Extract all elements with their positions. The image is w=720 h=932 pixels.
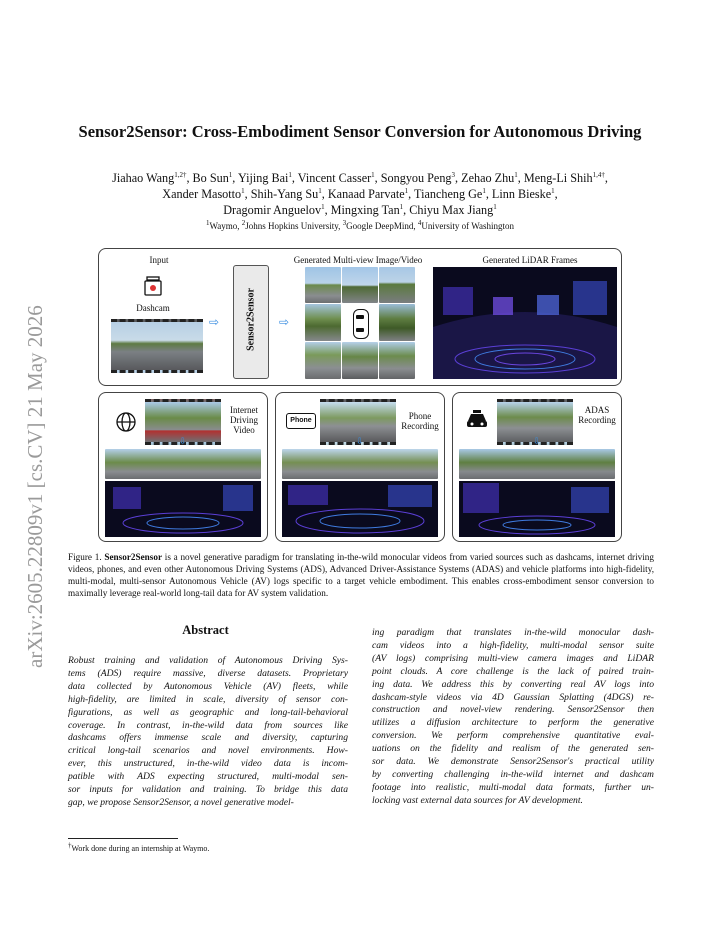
affiliation-name: University of Washington: [421, 221, 515, 231]
abstract-line: ing paradigm that translates in-the-wild monocular dash-: [372, 627, 654, 638]
author-line-2: Xander Masotto$^1$, Shih-Yang Su$^1$, Kanaad Parvate$^1$, Tiancheng Ge$^1$, Linn Bieske$^1$,: [162, 186, 558, 201]
author-name: Linn Bieske: [491, 187, 552, 201]
abstract-right-column: [372, 627, 654, 808]
camera-view-front-right: [379, 267, 415, 303]
caption-bold: Sensor2Sensor: [104, 552, 163, 562]
affiliation-mark: 1: [205, 219, 210, 227]
dashcam-video-thumbnail: [111, 319, 203, 373]
author-name: Shih-Yang Su: [250, 187, 319, 201]
camera-view-front-left: [305, 267, 341, 303]
author-name: Jiahao Wang: [112, 171, 175, 185]
abstract-line: data collected by Autonomous Vehicle (AV) fleets, while: [68, 680, 348, 692]
affiliation-mark: 4: [417, 219, 422, 227]
author-name: Meng-Li Shih: [523, 171, 593, 185]
author-line-3: Dragomir Anguelov$^1$, Mingxing Tan$^1$, Chiyu Max Jiang$^1$: [223, 202, 497, 217]
abstract-line: footage into realistic, multi-modal data formats, further un-: [372, 781, 654, 793]
caption-text: is a novel generative paradigm for translating in-the-wild monocular videos from varied sources such as dashcams, internet driving videos, phones, and even other Autonomous Driving Systems (ADS), Advanced Driver-Assistance Systems (ADAS) and vehicle platforms into high-fidelity, multi-modal, multi-sensor Autonomous Vehicle (AV) logs specific to a target vehicle embodiment. This enables cross-embodiment sensor conversion to maximally leverage real-world long-tail data for AV system validation.: [68, 552, 654, 598]
abstract-line: dashcam-style videos via 4D Gaussian Splatting (4DGS) re-: [372, 691, 654, 703]
globe-www-icon: [115, 411, 137, 433]
abstract-line: point clouds. A core challenge is the lack of paired train-: [372, 665, 654, 677]
author-name: Vincent Casser: [297, 171, 372, 185]
abstract-line: ever, this unstructured, in-the-wild video data is incom-: [68, 758, 348, 770]
affiliation-mark: 2: [241, 219, 246, 227]
abstract-line: uations on the fidelity and realism of the generated sen-: [372, 743, 654, 755]
camera-view-right: [379, 304, 415, 341]
abstract-line: gap, we propose Sensor2Sensor, a novel generative model-: [68, 796, 294, 808]
abstract-line: sor inputs for validation and training. To bridge this data: [68, 784, 348, 796]
abstract-heading: Abstract: [182, 623, 229, 637]
author-name: Tiancheng Ge: [414, 187, 483, 201]
author-name: Xander Masotto: [162, 187, 242, 201]
abstract-line: ing data. We address this by converting real AV logs into: [372, 678, 654, 690]
phone-icon: Phone: [286, 413, 316, 429]
footnote-text: Work done during an internship at Waymo.: [71, 844, 210, 853]
abstract-line: high-fidelity, are limited in scale, diversity of sensor con-: [68, 693, 348, 705]
abstract-line: cam videos into a high-fidelity, multi-modal sensor suite: [372, 639, 654, 651]
generated-lidar-label: Generated LiDAR Frames: [482, 255, 578, 265]
author-line-1: Jiahao Wang$^{1,2\dagger}$, Bo Sun$^1$, Yijing Bai$^1$, Vincent Casser$^1$, Songyou Peng$^3$, Zehao Zhu$^1$, Meng-Li Shih$^{1,4\dagger}$,: [112, 170, 608, 185]
arxiv-stamp: [12, 258, 52, 678]
abstract-line: by converting challenging in-the-wild internet and dashcam: [372, 768, 654, 780]
figure-1: [98, 248, 622, 542]
adas-generated-views-strip: [459, 449, 615, 479]
vehicle-topdown-icon: [353, 309, 369, 339]
arrow-down-icon: ⇩: [533, 437, 541, 447]
caption-prefix: Figure 1.: [68, 552, 105, 562]
affiliation-name: Waymo: [209, 221, 238, 231]
source1-label: Internet Driving Video: [230, 405, 258, 435]
author-affiliation-mark: 1: [321, 202, 325, 211]
author-name: Chiyu Max Jiang: [409, 203, 494, 217]
footnote-mark: †: [68, 841, 72, 850]
author-affiliation-mark: 1: [551, 186, 555, 195]
source3-label: ADAS Recording: [578, 405, 616, 425]
sensor2sensor-model-block: [233, 265, 269, 379]
camera-view-front: [342, 267, 378, 303]
abstract-line: figurations, as well as geographic and long-tail-behavioral: [68, 706, 348, 718]
abstract-line: dashcams offers immense scale and diversity, capturing: [68, 732, 348, 744]
author-affiliation-mark: 1: [318, 186, 322, 195]
arrow-down-icon: ⇩: [356, 437, 364, 447]
source2-label: Phone Recording: [401, 411, 439, 431]
generated-views-label: Generated Multi-view Image/Video: [293, 255, 423, 265]
abstract-left-column: [68, 655, 348, 810]
abstract-line: critical long-tail scenarios and novel environments. How-: [68, 745, 348, 757]
arrow-right-icon: ⇨: [279, 315, 290, 329]
adas-car-icon: [465, 409, 489, 431]
author-affiliation-mark: 1: [228, 170, 233, 179]
multiview-camera-grid: [305, 267, 415, 379]
author-name: Kanaad Parvate: [327, 187, 405, 201]
abstract-line: construction and novel-view rendering. Sensor2Sensor then: [372, 704, 654, 716]
author-affiliation-mark: 1,2†: [174, 170, 187, 179]
author-name: Songyou Peng: [380, 171, 452, 185]
affiliation-name: Johns Hopkins University: [245, 221, 339, 231]
abstract-line: coverage. In contrast, in-the-wild data from sources like: [68, 719, 348, 731]
abstract-line: Robust training and validation of Autonomous Driving Sys-: [68, 655, 348, 666]
footnote-rule: [68, 838, 178, 839]
lidar-frames-image: [433, 267, 617, 379]
author-affiliation-mark: 1: [493, 202, 497, 211]
author-affiliation-mark: 1: [482, 186, 486, 195]
abstract-line: utilizes a diffusion architecture to perform the generative: [372, 717, 654, 729]
affiliation-name: Google DeepMind: [346, 221, 414, 231]
adas-recording-panel: [452, 392, 622, 542]
dashcam-icon: [141, 275, 165, 299]
affiliations: $^1$Waymo, $^2$Johns Hopkins University, $^3$Google DeepMind, $^4$University of Washington: [205, 219, 515, 231]
author-affiliation-mark: 1: [241, 186, 245, 195]
author-affiliation-mark: 3: [451, 170, 456, 179]
arrow-down-icon: ⇩: [179, 437, 187, 447]
phone-recording-panel: [275, 392, 445, 542]
author-name: Mingxing Tan: [330, 203, 400, 217]
author-name: Yijing Bai: [237, 171, 289, 185]
camera-view-rear-right: [379, 342, 415, 379]
author-affiliation-mark: 1: [404, 186, 409, 195]
camera-view-rear-left: [305, 342, 341, 379]
arrow-right-icon: ⇨: [209, 315, 220, 329]
input-label: Input: [149, 255, 169, 265]
phone-generated-views-strip: [282, 449, 438, 479]
internet-generated-views-strip: [105, 449, 261, 479]
abstract-line: conversion. We perform comprehensive quantitative eval-: [372, 730, 654, 742]
abstract-line: tems (ADS) require massive, diverse datasets. Proprietary: [68, 667, 348, 679]
camera-view-rear: [342, 342, 378, 379]
author-affiliation-mark: 1: [399, 202, 404, 211]
abstract-line: locking vast external data sources for AV development.: [372, 794, 583, 806]
affiliation-mark: 3: [342, 219, 347, 227]
author-affiliation-mark: 1: [371, 170, 375, 179]
author-name: Dragomir Anguelov: [223, 203, 322, 217]
pipeline-panel: [98, 248, 622, 386]
author-affiliation-mark: 1: [514, 170, 518, 179]
footnote: [68, 841, 210, 853]
arxiv-stamp-text: arXiv:2605.22809v1 [cs.CV] 21 May 2026: [23, 305, 47, 668]
author-name: Zehao Zhu: [461, 171, 515, 185]
author-affiliation-mark: 1,4†: [592, 170, 605, 179]
camera-view-left: [305, 304, 341, 341]
phone-lidar-image: [282, 481, 438, 537]
internet-video-panel: [98, 392, 268, 542]
dashcam-label: Dashcam: [136, 303, 170, 313]
abstract-line: patible with ADS expecting structured, multi-modal sen-: [68, 771, 348, 783]
author-affiliation-mark: 1: [288, 170, 292, 179]
abstract-line: (AV logs) comprising multi-view camera images and LiDAR: [372, 652, 654, 664]
internet-lidar-image: [105, 481, 261, 537]
paper-title: Sensor2Sensor: Cross-Embodiment Sensor Conversion for Autonomous Driving: [78, 122, 642, 141]
figure-caption: [68, 551, 654, 599]
abstract-line: sor data. We demonstrate Sensor2Sensor's practical utility: [372, 756, 654, 768]
adas-lidar-image: [459, 481, 615, 537]
model-label: Sensor2Sensor: [245, 288, 257, 351]
author-name: Bo Sun: [192, 171, 229, 185]
